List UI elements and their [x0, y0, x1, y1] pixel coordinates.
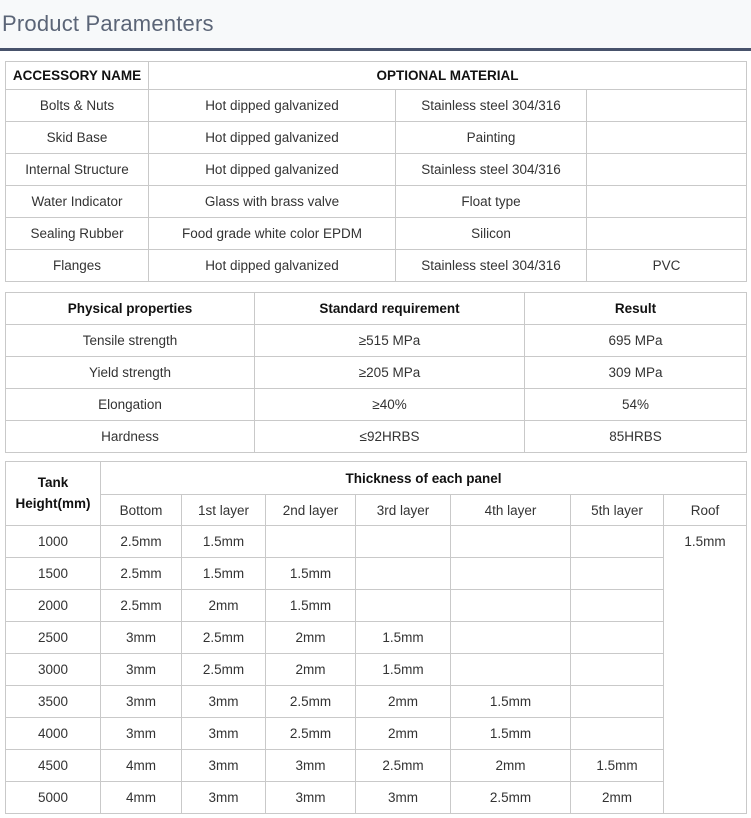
layer-thickness-cell: 3mm	[101, 654, 182, 686]
layer-thickness-cell	[571, 686, 664, 718]
layer-thickness-cell: 1.5mm	[266, 558, 356, 590]
layer-thickness-cell	[451, 590, 571, 622]
layer-thickness-cell: 2mm	[266, 654, 356, 686]
table-cell	[587, 154, 747, 186]
table-cell: Bolts & Nuts	[6, 90, 149, 122]
table-cell: Elongation	[6, 389, 255, 421]
table-row	[6, 389, 747, 421]
table-row	[6, 154, 747, 186]
layer-thickness-cell: 3mm	[266, 782, 356, 814]
layer-thickness-cell: 2mm	[356, 686, 451, 718]
physical-table-body	[6, 325, 747, 453]
layer-thickness-cell	[356, 526, 451, 558]
layer-thickness-cell	[571, 558, 664, 590]
table-cell: Float type	[396, 186, 587, 218]
layer-thickness-cell: 1.5mm	[451, 686, 571, 718]
table-row	[6, 526, 747, 558]
layer-5-header: 5th layer	[571, 495, 664, 526]
table-cell: Skid Base	[6, 122, 149, 154]
physical-table-header-row	[6, 293, 747, 325]
roof-thickness-cell: 1.5mm	[664, 526, 747, 814]
table-row	[6, 590, 747, 622]
layer-thickness-cell: 3mm	[101, 622, 182, 654]
table-cell: PVC	[587, 250, 747, 282]
result-header: Result	[525, 293, 747, 325]
table-cell: ≥40%	[255, 389, 525, 421]
layer-thickness-cell: 3mm	[101, 686, 182, 718]
table-row	[6, 122, 747, 154]
layer-thickness-cell	[356, 590, 451, 622]
table-cell	[587, 90, 747, 122]
roof-header: Roof	[664, 495, 747, 526]
table-cell: 695 MPa	[525, 325, 747, 357]
thickness-table-body	[6, 526, 747, 814]
layer-thickness-cell: 3mm	[182, 718, 266, 750]
tank-height-cell: 1000	[6, 526, 101, 558]
layer-thickness-cell: 4mm	[101, 750, 182, 782]
layer-thickness-cell: 2.5mm	[182, 622, 266, 654]
table-cell: Stainless steel 304/316	[396, 154, 587, 186]
layer-thickness-cell: 4mm	[101, 782, 182, 814]
tank-height-header: Tank Height(mm)	[6, 462, 101, 526]
bottom-header: Bottom	[101, 495, 182, 526]
table-row	[6, 750, 747, 782]
layer-3-header: 3rd layer	[356, 495, 451, 526]
standard-requirement-header: Standard requirement	[255, 293, 525, 325]
page-title: Product Paramenters	[2, 11, 214, 36]
layer-thickness-cell: 1.5mm	[451, 718, 571, 750]
layer-thickness-cell: 3mm	[182, 750, 266, 782]
layer-thickness-cell	[451, 526, 571, 558]
layer-thickness-cell: 1.5mm	[182, 558, 266, 590]
table-cell: Silicon	[396, 218, 587, 250]
table-cell: Painting	[396, 122, 587, 154]
accessory-table-body	[6, 90, 747, 282]
layer-thickness-cell	[571, 526, 664, 558]
tank-height-cell: 1500	[6, 558, 101, 590]
layer-thickness-cell	[266, 526, 356, 558]
table-row	[6, 654, 747, 686]
table-cell: Water Indicator	[6, 186, 149, 218]
layer-thickness-cell	[571, 654, 664, 686]
table-cell: Stainless steel 304/316	[396, 90, 587, 122]
table-cell: ≥205 MPa	[255, 357, 525, 389]
table-cell: 85HRBS	[525, 421, 747, 453]
table-cell: Hardness	[6, 421, 255, 453]
table-cell: Sealing Rubber	[6, 218, 149, 250]
table-cell	[587, 186, 747, 218]
table-row	[6, 421, 747, 453]
layer-thickness-cell: 2.5mm	[266, 718, 356, 750]
tank-height-cell: 2000	[6, 590, 101, 622]
tank-height-cell: 4500	[6, 750, 101, 782]
table-cell	[587, 122, 747, 154]
thickness-table-sub-header-row	[6, 495, 747, 526]
table-cell: Hot dipped galvanized	[149, 122, 396, 154]
table-row	[6, 90, 747, 122]
table-cell: ≤92HRBS	[255, 421, 525, 453]
table-cell: 54%	[525, 389, 747, 421]
table-cell: Glass with brass valve	[149, 186, 396, 218]
layer-thickness-cell: 2.5mm	[266, 686, 356, 718]
table-cell: Hot dipped galvanized	[149, 250, 396, 282]
layer-thickness-cell: 3mm	[356, 782, 451, 814]
layer-thickness-cell: 2.5mm	[101, 526, 182, 558]
table-cell: Yield strength	[6, 357, 255, 389]
accessory-name-header: ACCESSORY NAME	[6, 62, 149, 90]
layer-thickness-cell: 1.5mm	[356, 654, 451, 686]
layer-thickness-cell	[571, 718, 664, 750]
layer-thickness-cell	[571, 590, 664, 622]
layer-2-header: 2nd layer	[266, 495, 356, 526]
table-cell	[587, 218, 747, 250]
table-cell: Hot dipped galvanized	[149, 154, 396, 186]
layer-thickness-cell: 2mm	[182, 590, 266, 622]
layer-thickness-cell	[451, 622, 571, 654]
section-header	[0, 0, 751, 51]
layer-thickness-cell: 2mm	[266, 622, 356, 654]
layer-thickness-cell	[571, 622, 664, 654]
panel-thickness-table	[5, 461, 747, 814]
layer-1-header: 1st layer	[182, 495, 266, 526]
table-cell: Stainless steel 304/316	[396, 250, 587, 282]
table-row	[6, 558, 747, 590]
layer-thickness-cell	[451, 654, 571, 686]
layer-thickness-cell: 2.5mm	[182, 654, 266, 686]
table-row	[6, 250, 747, 282]
tank-height-cell: 4000	[6, 718, 101, 750]
table-row	[6, 686, 747, 718]
layer-thickness-cell: 3mm	[182, 782, 266, 814]
layer-thickness-cell: 2mm	[356, 718, 451, 750]
layer-thickness-cell: 3mm	[101, 718, 182, 750]
accessory-material-table	[5, 61, 747, 282]
table-row	[6, 357, 747, 389]
thickness-table-group-header-row	[6, 462, 747, 495]
table-cell: 309 MPa	[525, 357, 747, 389]
layer-thickness-cell: 1.5mm	[182, 526, 266, 558]
layer-thickness-cell: 3mm	[182, 686, 266, 718]
tank-height-cell: 5000	[6, 782, 101, 814]
physical-properties-table	[5, 292, 747, 453]
table-cell: Tensile strength	[6, 325, 255, 357]
tank-height-cell: 3000	[6, 654, 101, 686]
table-cell: Hot dipped galvanized	[149, 90, 396, 122]
table-row	[6, 186, 747, 218]
layer-thickness-cell: 1.5mm	[571, 750, 664, 782]
accessory-table-header-row	[6, 62, 747, 90]
table-cell: Internal Structure	[6, 154, 149, 186]
table-row	[6, 622, 747, 654]
table-cell: Food grade white color EPDM	[149, 218, 396, 250]
layer-thickness-cell	[451, 558, 571, 590]
layer-thickness-cell: 2mm	[451, 750, 571, 782]
table-row	[6, 218, 747, 250]
layer-4-header: 4th layer	[451, 495, 571, 526]
layer-thickness-cell: 2.5mm	[101, 590, 182, 622]
table-row	[6, 325, 747, 357]
tank-height-cell: 2500	[6, 622, 101, 654]
layer-thickness-cell: 1.5mm	[356, 622, 451, 654]
layer-thickness-cell: 2.5mm	[101, 558, 182, 590]
layer-thickness-cell: 3mm	[266, 750, 356, 782]
layer-thickness-cell	[356, 558, 451, 590]
layer-thickness-cell: 2mm	[571, 782, 664, 814]
table-row	[6, 718, 747, 750]
table-cell: ≥515 MPa	[255, 325, 525, 357]
tank-height-cell: 3500	[6, 686, 101, 718]
layer-thickness-cell: 2.5mm	[451, 782, 571, 814]
physical-properties-header: Physical properties	[6, 293, 255, 325]
table-row	[6, 782, 747, 814]
thickness-group-header: Thickness of each panel	[101, 462, 747, 495]
optional-material-header: OPTIONAL MATERIAL	[149, 62, 747, 90]
layer-thickness-cell: 2.5mm	[356, 750, 451, 782]
table-cell: Flanges	[6, 250, 149, 282]
layer-thickness-cell: 1.5mm	[266, 590, 356, 622]
